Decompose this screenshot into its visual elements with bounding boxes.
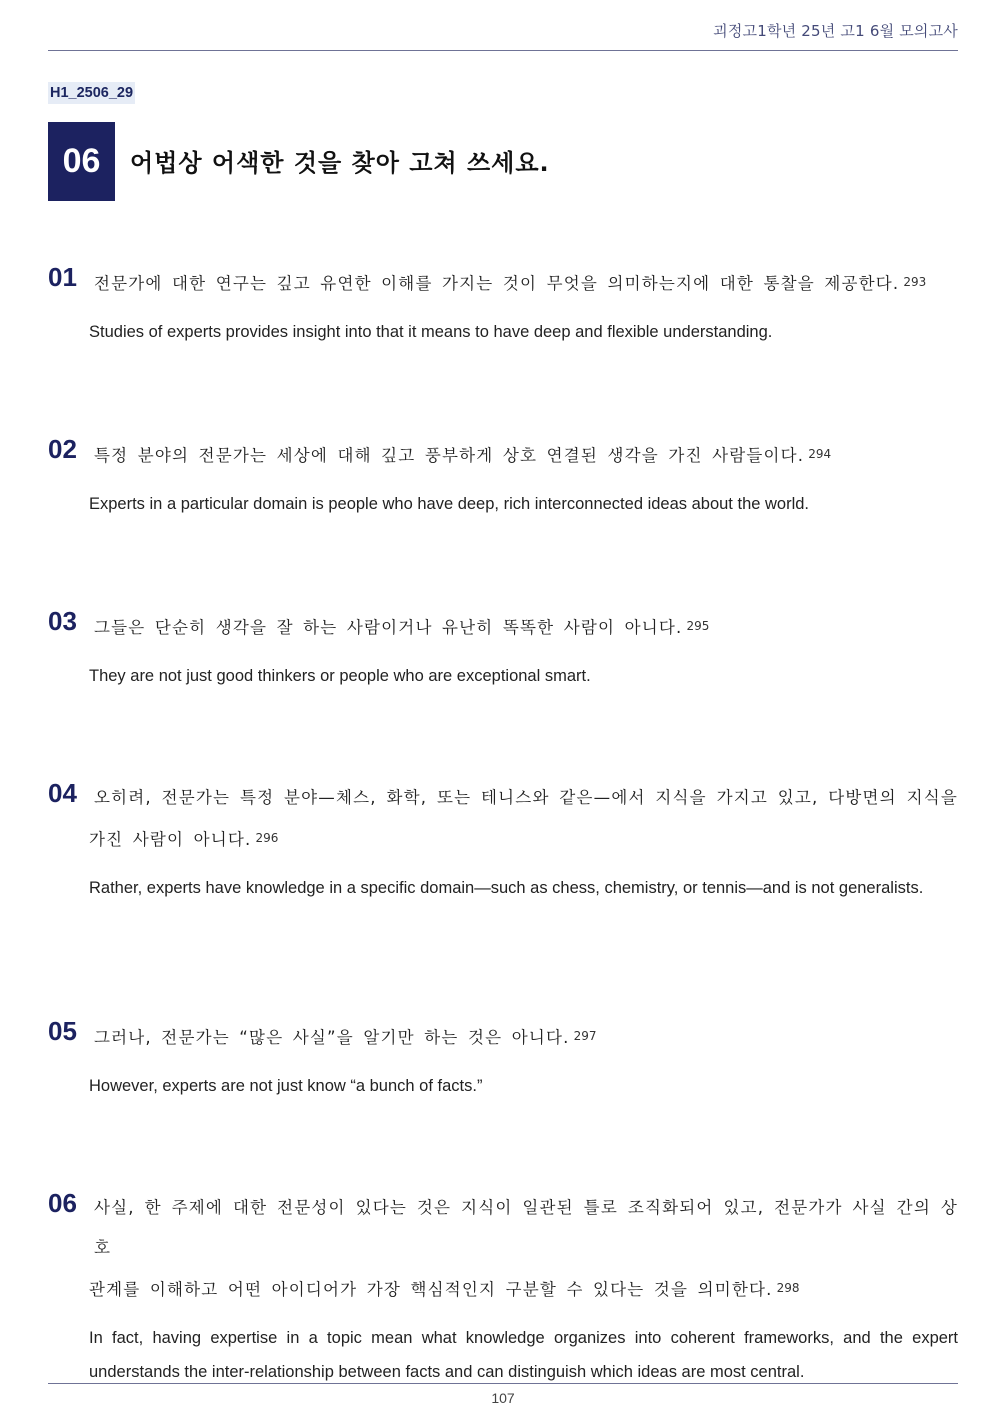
item-number: 04 xyxy=(48,778,77,808)
item-01 xyxy=(48,262,958,349)
item-number: 06 xyxy=(48,1188,77,1218)
english-sentence: However, experts are not just know “a bunch of facts.” xyxy=(89,1077,483,1095)
item-number: 03 xyxy=(48,606,77,636)
sentence-ref-number: 296 xyxy=(255,831,279,845)
english-sentence: Rather, experts have knowledge in a specific domain—such as chess, chemistry, or tennis—and is not generalists. xyxy=(89,879,924,897)
korean-sentence xyxy=(48,606,958,648)
page-header: 괴정고1학년 25년 고1 6월 모의고사 xyxy=(713,22,958,40)
korean-sentence xyxy=(48,434,958,476)
item-03 xyxy=(48,606,958,693)
question-number: 06 xyxy=(62,142,101,180)
question-number-box xyxy=(48,122,115,201)
item-04 xyxy=(48,778,958,905)
korean-text: 특정 분야의 전문가는 세상에 대해 깊고 풍부하게 상호 연결된 생각을 가진 사람들이다. xyxy=(94,446,805,465)
item-number: 01 xyxy=(48,262,77,292)
item-06 xyxy=(48,1188,958,1389)
sentence-ref-number: 295 xyxy=(686,619,710,633)
item-05 xyxy=(48,1016,958,1103)
korean-text: 그들은 단순히 생각을 잘 하는 사람이거나 유난히 똑똑한 사람이 아니다. xyxy=(94,618,683,637)
footer-rule xyxy=(48,1383,958,1384)
page-number: 107 xyxy=(491,1390,515,1406)
korean-text: 그러나, 전문가는 “많은 사실”을 알기만 하는 것은 아니다. xyxy=(94,1028,570,1047)
korean-sentence xyxy=(48,778,958,860)
korean-text: 전문가에 대한 연구는 깊고 유연한 이해를 가지는 것이 무엇을 의미하는지에 대한 통찰을 제공한다. xyxy=(94,274,900,293)
sentence-ref-number: 294 xyxy=(808,447,832,461)
header-rule xyxy=(48,50,958,51)
sentence-ref-number: 297 xyxy=(573,1029,597,1043)
korean-sentence xyxy=(48,1016,958,1058)
korean-text-continued: 관계를 이해하고 어떤 아이디어가 가장 핵심적인지 구분할 수 있다는 것을 의미한다. xyxy=(89,1280,773,1299)
korean-sentence xyxy=(48,1188,958,1310)
korean-text-continued: 가진 사람이 아니다. xyxy=(89,830,252,849)
korean-text: 오히려, 전문가는 특정 분야—체스, 화학, 또는 테니스와 같은—에서 지식을 가지고 있고, 다방면의 지식을 xyxy=(94,788,958,807)
item-number: 02 xyxy=(48,434,77,464)
sentence-ref-number: 298 xyxy=(776,1281,800,1295)
english-sentence: They are not just good thinkers or people who are exceptional smart. xyxy=(89,667,591,685)
korean-sentence xyxy=(48,262,958,304)
english-sentence: In fact, having expertise in a topic mean what knowledge organizes into coherent frameworks, and the expert understands the inter-relationship between facts and can distinguish which ideas are most central. xyxy=(89,1329,958,1381)
sentence-ref-number: 293 xyxy=(903,275,927,289)
item-02 xyxy=(48,434,958,521)
english-sentence: Studies of experts provides insight into that it means to have deep and flexible understanding. xyxy=(89,323,773,341)
korean-text: 사실, 한 주제에 대한 전문성이 있다는 것은 지식이 일관된 틀로 조직화되어 있고, 전문가가 사실 간의 상호 xyxy=(94,1198,958,1257)
item-number: 05 xyxy=(48,1016,77,1046)
english-sentence: Experts in a particular domain is people who have deep, rich interconnected ideas about the world. xyxy=(89,495,810,513)
question-title: 어법상 어색한 것을 찾아 고쳐 쓰세요. xyxy=(130,149,550,177)
question-code: H1_2506_29 xyxy=(48,82,135,104)
